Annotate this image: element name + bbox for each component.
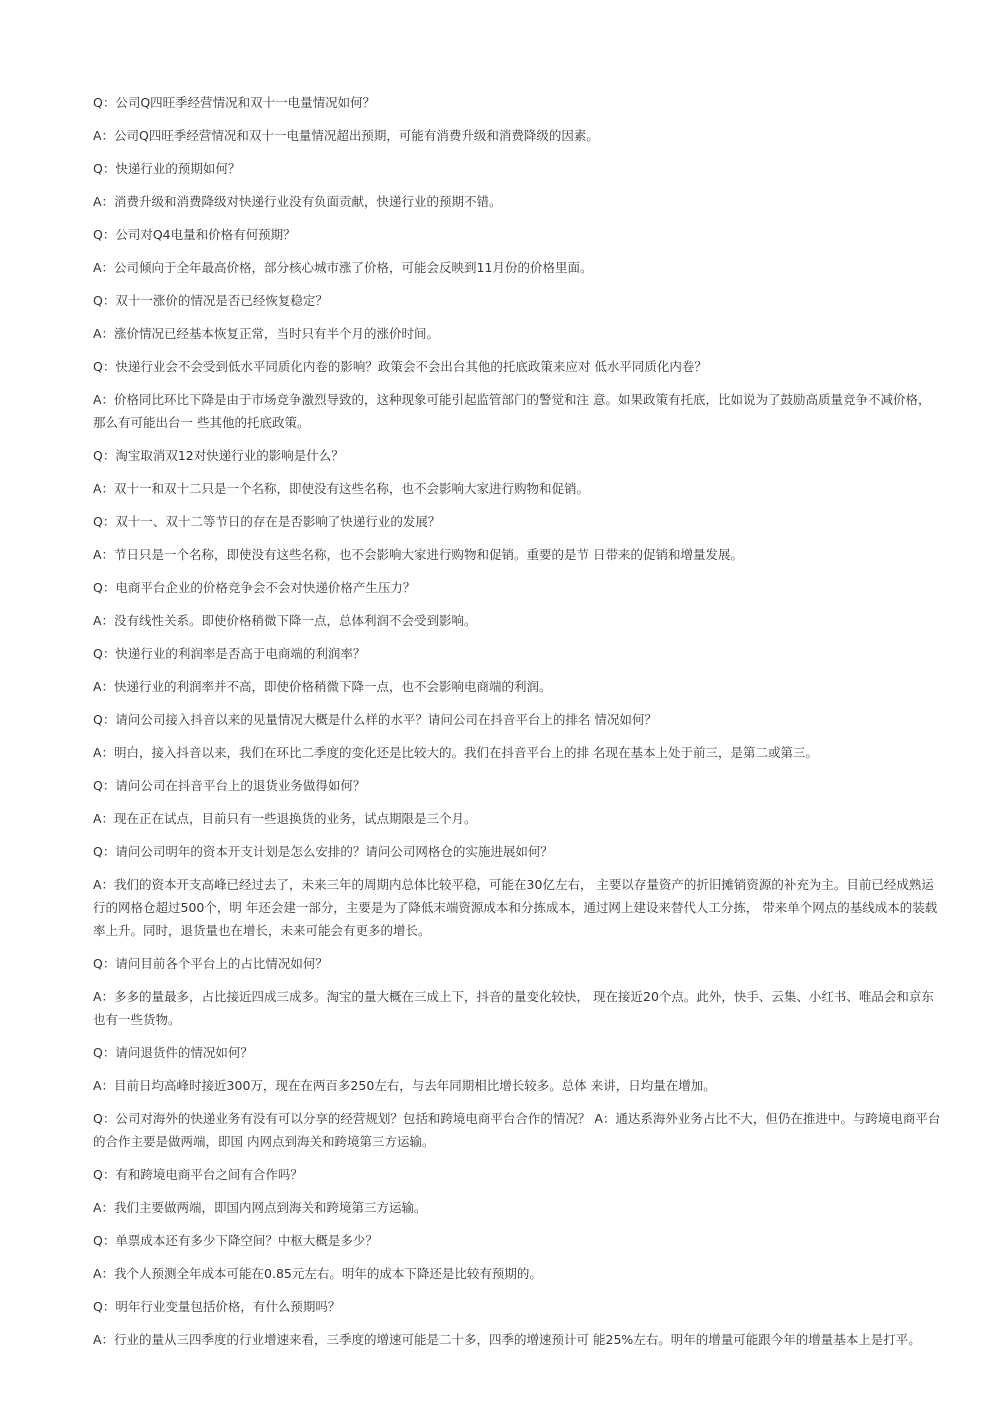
- question-paragraph: Q：明年行业变量包括价格，有什么预期吗？: [93, 1299, 341, 1314]
- question-paragraph: Q：快递行业会不会受到低水平同质化内卷的影响？政策会不会出台其他的托底政策来应对 低水平同质化内卷？: [93, 359, 707, 374]
- question-paragraph: Q：请问公司在抖音平台上的退货业务做得如何？: [93, 778, 366, 793]
- answer-paragraph: A：我们的资本开支高峰已经过去了，未来三年的周期内总体比较平稳，可能在30亿左右， 主要以存量资产的折旧摊销资源的补充为主。目前已经成熟运行的网格仓超过500个，明 年还会建一部分，主要是为了降低末端资源成本和分拣成本，通过网上建设来替代人工分拣， 带来单个网点的基线成本的装载率上升。同时，退货量也在增长，未来可能会有更多的增长。: [93, 877, 938, 938]
- answer-paragraph: A：价格同比环比下降是由于市场竞争激烈导致的，这种现象可能引起监管部门的警觉和注 意。如果政策有托底，比如说为了鼓励高质量竞争不减价格，那么有可能出台一 些其他的托底政策。: [93, 392, 931, 430]
- answer-paragraph: A：涨价情况已经基本恢复正常，当时只有半个月的涨价时间。: [93, 326, 440, 341]
- question-paragraph: Q：请问公司明年的资本开支计划是怎么安排的？请问公司网格仓的实施进展如何？: [93, 844, 553, 859]
- document-body: [93, 91, 943, 1351]
- answer-paragraph: A：行业的量从三四季度的行业增速来看，三季度的增速可能是二十多，四季的增速预计可 能25%左右。明年的增量可能跟今年的增量基本上是打平。: [93, 1332, 921, 1347]
- answer-paragraph: A：公司Q四旺季经营情况和双十一电量情况超出预期，可能有消费升级和消费降级的因素。: [93, 128, 599, 143]
- answer-paragraph: A：双十一和双十二只是一个名称，即使没有这些名称，也不会影响大家进行购物和促销。: [93, 481, 590, 496]
- answer-paragraph: A：明白，接入抖音以来，我们在环比二季度的变化还是比较大的。我们在抖音平台上的排 名现在基本上处于前三，是第二或第三。: [93, 745, 819, 760]
- question-paragraph: Q：双十一涨价的情况是否已经恢复稳定？: [93, 293, 328, 308]
- question-paragraph: Q：淘宝取消双12对快递行业的影响是什么？: [93, 448, 344, 463]
- answer-paragraph: A：我们主要做两端，即国内网点到海关和跨境第三方运输。: [93, 1200, 427, 1215]
- question-paragraph: Q：请问公司接入抖音以来的见量情况大概是什么样的水平？请问公司在抖音平台上的排名 情况如何？: [93, 712, 657, 727]
- question-paragraph: Q：有和跨境电商平台之间有合作吗？: [93, 1167, 303, 1182]
- answer-paragraph: A：消费升级和消费降级对快递行业没有负面贡献，快递行业的预期不错。: [93, 194, 502, 209]
- question-paragraph: Q：双十一、双十二等节日的存在是否影响了快递行业的发展？: [93, 514, 441, 529]
- question-paragraph: Q：快递行业的利润率是否高于电商端的利润率？: [93, 646, 366, 661]
- question-paragraph: Q：快递行业的预期如何？: [93, 161, 241, 176]
- question-paragraph: Q：单票成本还有多少下降空间？中枢大概是多少？: [93, 1233, 378, 1248]
- answer-paragraph: A：节日只是一个名称，即使没有这些名称，也不会影响大家进行购物和促销。重要的是节 日带来的促销和增量发展。: [93, 547, 744, 562]
- question-paragraph: Q：请问目前各个平台上的占比情况如何？: [93, 956, 328, 971]
- answer-paragraph: A：目前日均高峰时接近300万，现在在两百多250左右，与去年同期相比增长较多。总体 来讲，日均量在增加。: [93, 1078, 716, 1093]
- answer-paragraph: A：没有线性关系。即使价格稍微下降一点，总体利润不会受到影响。: [93, 613, 477, 628]
- question-paragraph: Q：公司对Q4电量和价格有何预期？: [93, 227, 296, 242]
- question-paragraph: Q：请问退货件的情况如何？: [93, 1045, 253, 1060]
- answer-paragraph: A：快递行业的利润率并不高，即使价格稍微下降一点，也不会影响电商端的利润。: [93, 679, 552, 694]
- answer-paragraph: A：多多的量最多，占比接近四成三成多。淘宝的量大概在三成上下，抖音的量变化较快， 现在接近20个点。此外，快手、云集、小红书、唯品会和京东也有一些货物。: [93, 989, 934, 1027]
- answer-paragraph: A：我个人预测全年成本可能在0.85元左右。明年的成本下降还是比较有预期的。: [93, 1266, 542, 1281]
- question-paragraph: Q：电商平台企业的价格竞争会不会对快递价格产生压力？: [93, 580, 416, 595]
- answer-paragraph: A：公司倾向于全年最高价格，部分核心城市涨了价格，可能会反映到11月份的价格里面。: [93, 260, 593, 275]
- question-answer-paragraph: Q：公司对海外的快递业务有没有可以分享的经营规划？包括和跨境电商平台合作的情况？ A：通达系海外业务占比不大，但仍在推进中。与跨境电商平台的合作主要是做两端，即国 内网点到海关和跨境第三方运输。: [93, 1111, 941, 1149]
- question-paragraph: Q：公司Q四旺季经营情况和双十一电量情况如何？: [93, 95, 376, 110]
- answer-paragraph: A：现在正在试点，目前只有一些退换货的业务，试点期限是三个月。: [93, 811, 477, 826]
